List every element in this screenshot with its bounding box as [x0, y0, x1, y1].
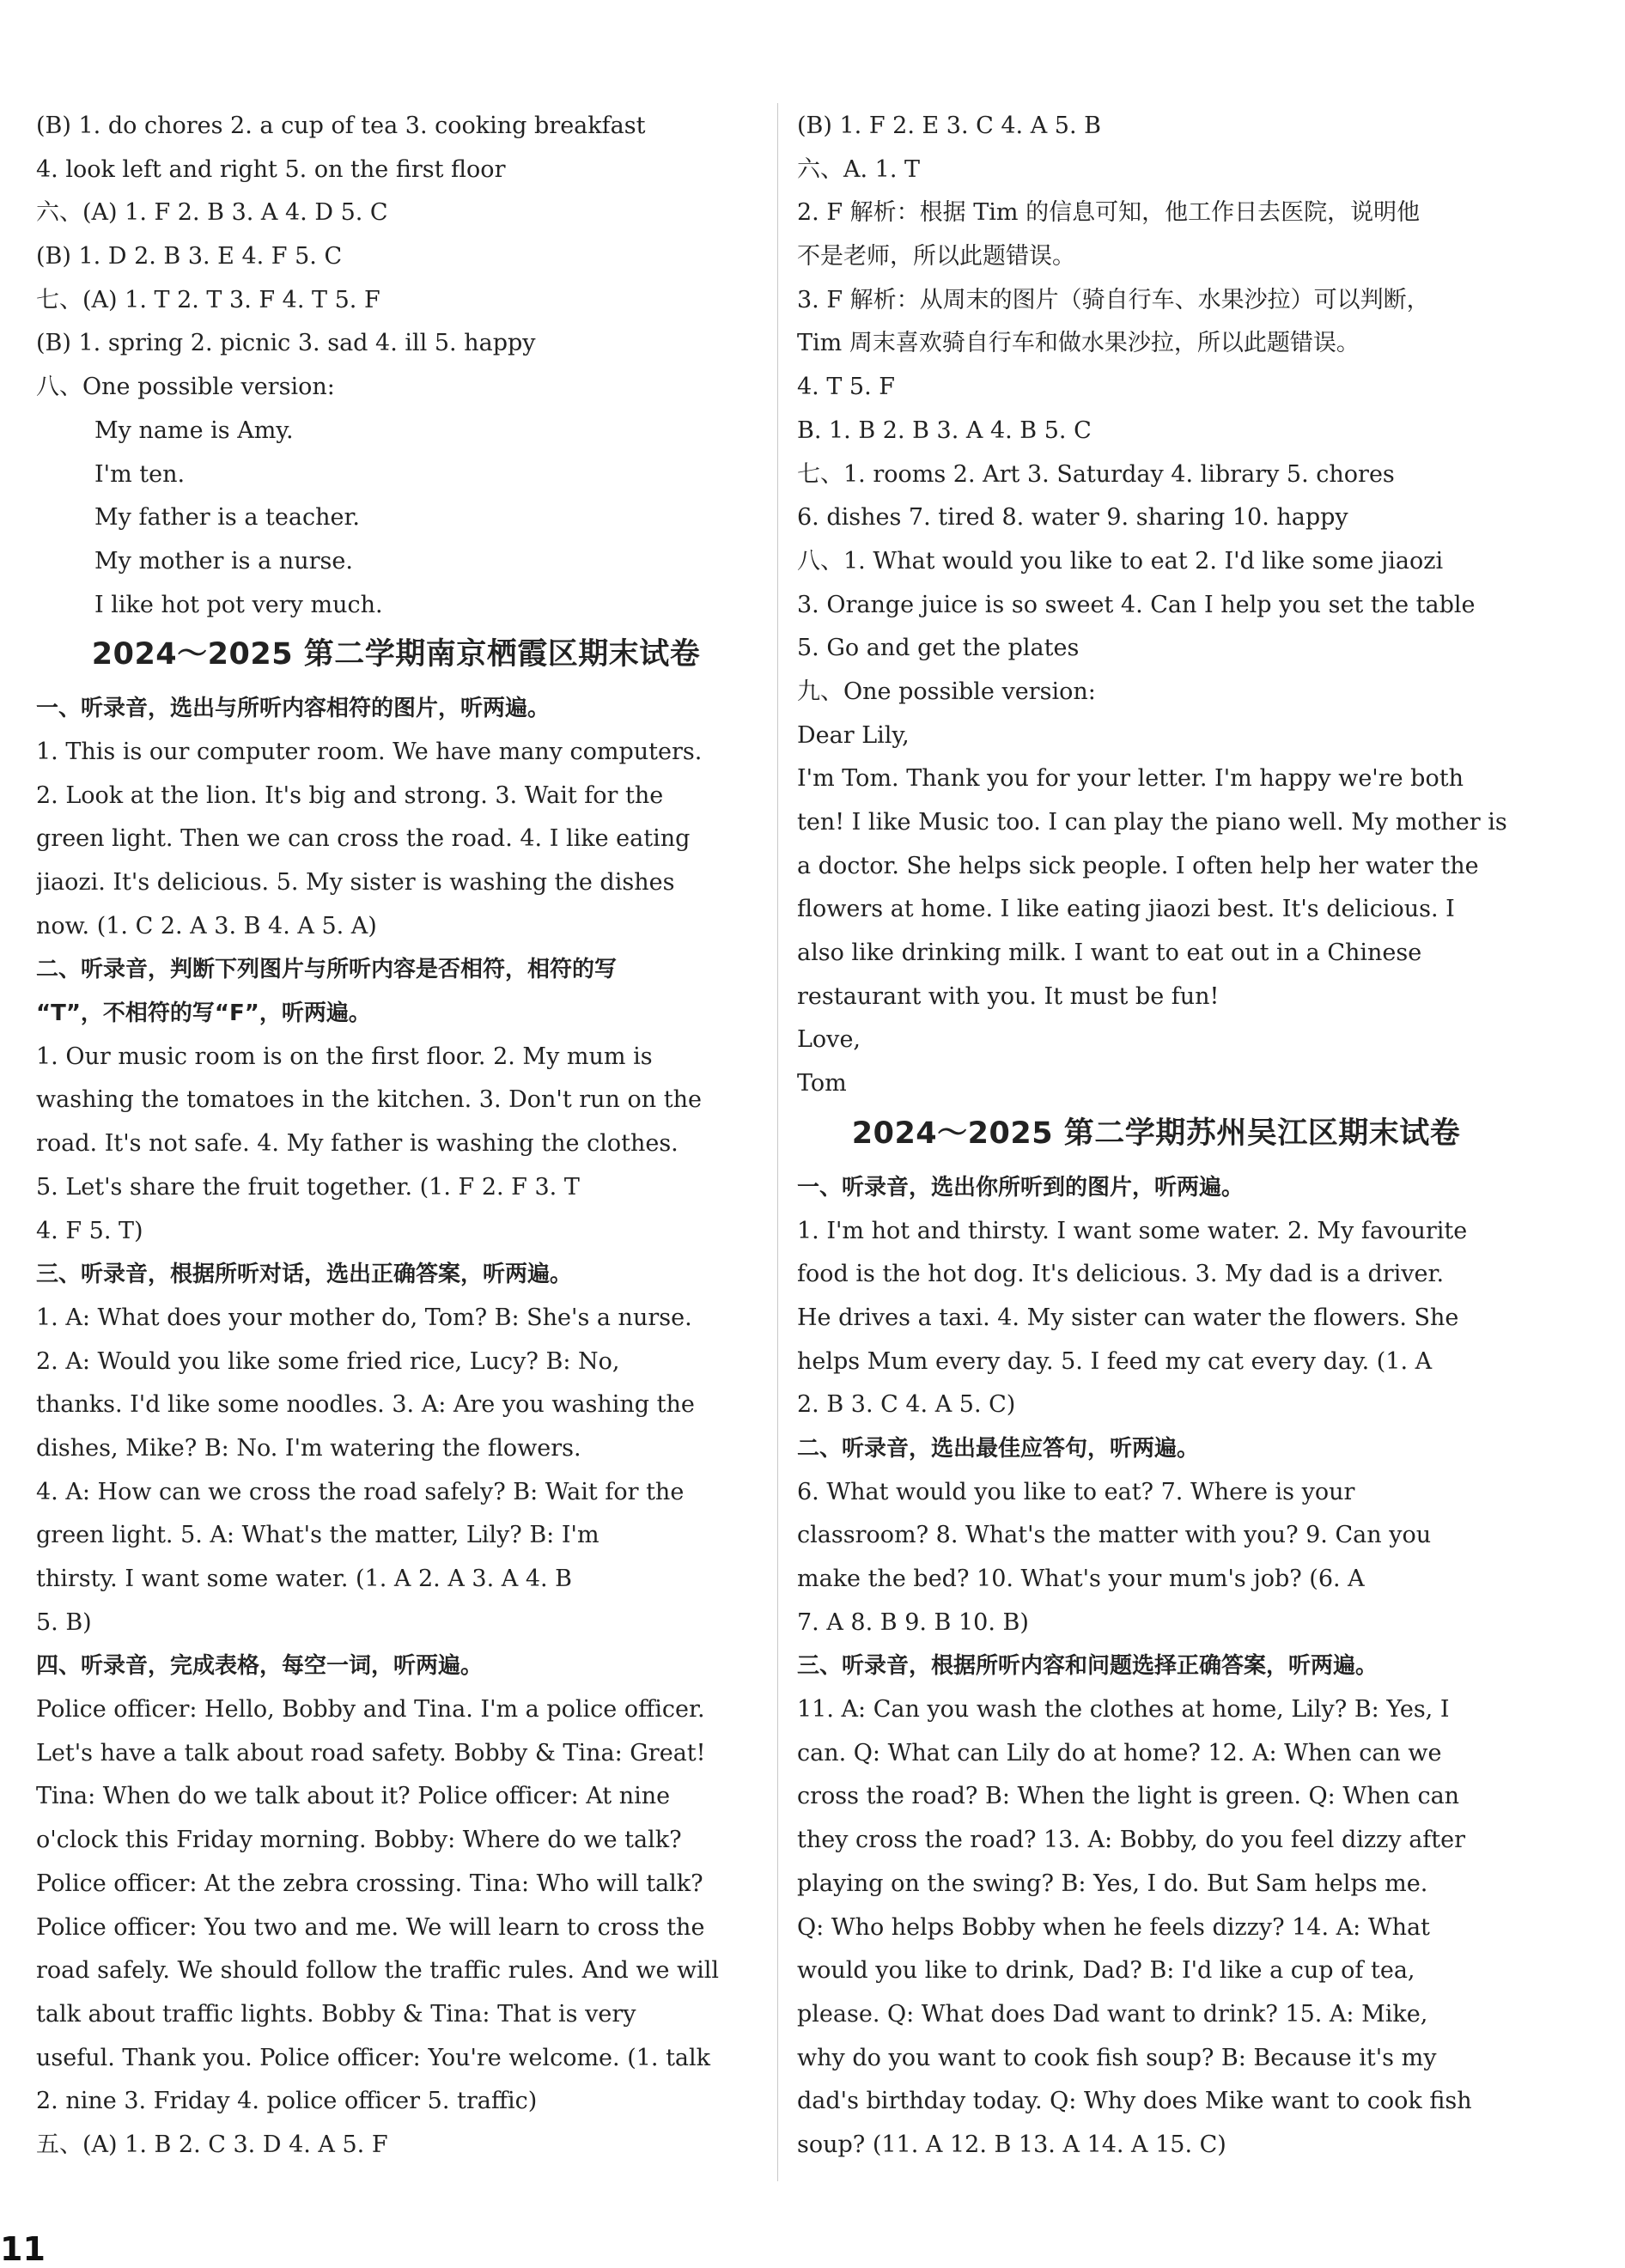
answer-line: 2. B 3. C 4. A 5. C): [797, 1391, 1016, 1419]
answer-line: 2. Look at the lion. It's big and strong. 3. Wait for the: [36, 781, 664, 809]
column-divider: [777, 103, 778, 2181]
page-number: 11: [0, 2230, 46, 2268]
answer-line: Dear Lily,: [797, 721, 910, 749]
right-column: [797, 105, 1515, 2168]
question-heading: 一、听录音，选出与所听内容相符的图片，听两遍。: [36, 696, 551, 722]
answer-line: 七、(A) 1. T 2. T 3. F 4. T 5. F: [36, 286, 380, 313]
answer-line: 六、(A) 1. F 2. B 3. A 4. D 5. C: [36, 199, 388, 227]
answer-line: please. Q: What does Dad want to drink? 15. A: Mike,: [797, 2000, 1428, 2028]
answer-line: o'clock this Friday morning. Bobby: Where do we talk?: [36, 1827, 682, 1854]
answer-line: B. 1. B 2. B 3. A 4. B 5. C: [797, 417, 1092, 444]
answer-line: cross the road? B: When the light is green. Q: When can: [797, 1783, 1460, 1810]
answer-line: 2. F 解析：根据 Tim 的信息可知，他工作日去医院，说明他: [797, 199, 1421, 227]
answer-line: 九、One possible version:: [797, 678, 1096, 705]
answer-line: 1. Our music room is on the first floor. 2. My mum is: [36, 1043, 653, 1070]
answer-line: green light. 5. A: What's the matter, Lily? B: I'm: [36, 1522, 599, 1549]
answer-line: jiaozi. It's delicious. 5. My sister is washing the dishes: [36, 869, 675, 896]
question-heading: 一、听录音，选出你所听到的图片，听两遍。: [797, 1174, 1245, 1201]
answer-line: 1. A: What does your mother do, Tom? B: She's a nurse.: [36, 1304, 692, 1331]
answer-line: ten! I like Music too. I can play the piano well. My mother is: [797, 809, 1507, 836]
exam-section-title: 2024～2025 第二学期南京栖霞区期末试卷: [91, 637, 701, 672]
answer-line: road. It's not safe. 4. My father is washing the clothes.: [36, 1130, 679, 1158]
answer-line: 1. I'm hot and thirsty. I want some water. 2. My favourite: [797, 1217, 1468, 1244]
question-heading: 三、听录音，根据所听内容和问题选择正确答案，听两遍。: [797, 1653, 1379, 1680]
answer-line: 6. What would you like to eat? 7. Where is your: [797, 1478, 1355, 1505]
answer-line: Q: Who helps Bobby when he feels dizzy? 14. A: What: [797, 1913, 1430, 1941]
answer-line: green light. Then we can cross the road. 4. I like eating: [36, 825, 691, 853]
essay-line: I like hot pot very much.: [94, 591, 383, 618]
answer-line: talk about traffic lights. Bobby & Tina: That is very: [36, 2000, 636, 2028]
exam-section-title: 2024～2025 第二学期苏州吴江区期末试卷: [851, 1116, 1461, 1151]
answer-line: flowers at home. I like eating jiaozi best. It's delicious. I: [797, 896, 1455, 923]
answer-line: 七、1. rooms 2. Art 3. Saturday 4. library 5. chores: [797, 460, 1395, 488]
answer-line: 八、One possible version:: [36, 374, 335, 401]
answer-line: classroom? 8. What's the matter with you? 9. Can you: [797, 1522, 1432, 1549]
answer-line: 5. Let's share the fruit together. (1. F 2. F 3. T: [36, 1173, 580, 1201]
answer-line: 11. A: Can you wash the clothes at home, Lily? B: Yes, I: [797, 1696, 1450, 1724]
answer-line: soup? (11. A 12. B 13. A 14. A 15. C): [797, 2131, 1226, 2158]
answer-line: why do you want to cook fish soup? B: Because it's my: [797, 2044, 1437, 2071]
answer-line: 2. nine 3. Friday 4. police officer 5. traffic): [36, 2088, 538, 2115]
answer-line: dad's birthday today. Q: Why does Mike want to cook fish: [797, 2088, 1472, 2115]
answer-line: 1. This is our computer room. We have many computers.: [36, 738, 703, 765]
answer-line: restaurant with you. It must be fun!: [797, 982, 1220, 1010]
question-heading: 四、听录音，完成表格，每空一词，听两遍。: [36, 1653, 484, 1680]
answer-line: Police officer: At the zebra crossing. Tina: Who will talk?: [36, 1870, 703, 1897]
answer-line: 2. A: Would you like some fried rice, Lucy? B: No,: [36, 1347, 620, 1375]
question-heading: 二、听录音，选出最佳应答句，听两遍。: [797, 1435, 1200, 1462]
answer-line: 4. T 5. F: [797, 374, 896, 401]
answer-line: (B) 1. spring 2. picnic 3. sad 4. ill 5. happy: [36, 330, 536, 357]
answer-line: make the bed? 10. What's your mum's job? (6. A: [797, 1566, 1365, 1592]
answer-line: 4. F 5. T): [36, 1217, 143, 1244]
answer-line: Police officer: Hello, Bobby and Tina. I'm a police officer.: [36, 1696, 705, 1724]
answer-line: 7. A 8. B 9. B 10. B): [797, 1608, 1029, 1636]
answer-line: washing the tomatoes in the kitchen. 3. Don't run on the: [36, 1086, 702, 1114]
answer-line: helps Mum every day. 5. I feed my cat every day. (1. A: [797, 1347, 1433, 1375]
answer-line: Let's have a talk about road safety. Bobby & Tina: Great!: [36, 1739, 706, 1766]
answer-line: 4. look left and right 5. on the first floor: [36, 155, 506, 183]
question-heading: 三、听录音，根据所听对话，选出正确答案，听两遍。: [36, 1262, 573, 1288]
answer-line: they cross the road? 13. A: Bobby, do you feel dizzy after: [797, 1827, 1466, 1854]
answer-line: a doctor. She helps sick people. I often help her water the: [797, 852, 1479, 879]
answer-line: now. (1. C 2. A 3. B 4. A 5. A): [36, 912, 377, 939]
answer-line: road safely. We should follow the traffic rules. And we will: [36, 1957, 720, 1985]
answer-line: food is the hot dog. It's delicious. 3. My dad is a driver.: [797, 1261, 1445, 1288]
answer-line: Tina: When do we talk about it? Police officer: At nine: [36, 1783, 671, 1810]
essay-line: My mother is a nurse.: [94, 547, 353, 575]
answer-line: He drives a taxi. 4. My sister can water the flowers. She: [797, 1304, 1459, 1331]
answer-line: 不是老师，所以此题错误。: [797, 243, 1075, 271]
answer-line: 六、A. 1. T: [797, 155, 921, 183]
answer-line: 3. Orange juice is so sweet 4. Can I help you set the table: [797, 591, 1476, 618]
answer-line: Tim 周末喜欢骑自行车和做水果沙拉，所以此题错误。: [797, 330, 1360, 357]
answer-line: 5. Go and get the plates: [797, 635, 1080, 662]
question-heading: 二、听录音，判断下列图片与所听内容是否相符，相符的写: [36, 957, 618, 983]
answer-line: (B) 1. F 2. E 3. C 4. A 5. B: [797, 112, 1101, 139]
answer-line: Police officer: You two and me. We will learn to cross the: [36, 1913, 705, 1941]
answer-line: thanks. I'd like some noodles. 3. A: Are you washing the: [36, 1391, 695, 1419]
answer-line: Love,: [797, 1026, 861, 1054]
essay-line: My name is Amy.: [94, 417, 294, 444]
answer-line: thirsty. I want some water. (1. A 2. A 3. A 4. B: [36, 1566, 573, 1592]
answer-line: playing on the swing? B: Yes, I do. But Sam helps me.: [797, 1870, 1428, 1897]
essay-line: I'm ten.: [94, 460, 186, 488]
answer-line: 五、(A) 1. B 2. C 3. D 4. A 5. F: [36, 2131, 388, 2158]
left-column: [36, 105, 756, 2168]
answer-line: would you like to drink, Dad? B: I'd like a cup of tea,: [797, 1957, 1415, 1985]
answer-line: 5. B): [36, 1608, 92, 1636]
answer-line: also like drinking milk. I want to eat out in a Chinese: [797, 939, 1422, 967]
answer-line: I'm Tom. Thank you for your letter. I'm happy we're both: [797, 765, 1464, 793]
answer-line: useful. Thank you. Police officer: You're welcome. (1. talk: [36, 2044, 711, 2071]
answer-line: (B) 1. D 2. B 3. E 4. F 5. C: [36, 243, 343, 271]
essay-line: My father is a teacher.: [94, 504, 360, 532]
answer-line: Tom: [797, 1070, 847, 1098]
answer-line: 八、1. What would you like to eat 2. I'd like some jiaozi: [797, 547, 1444, 575]
question-heading: “T”，不相符的写“F”，听两遍。: [36, 1000, 371, 1027]
answer-line: 3. F 解析：从周末的图片（骑自行车、水果沙拉）可以判断，: [797, 286, 1430, 313]
answer-line: (B) 1. do chores 2. a cup of tea 3. cooking breakfast: [36, 112, 646, 139]
answer-line: dishes, Mike? B: No. I'm watering the flowers.: [36, 1434, 581, 1462]
answer-line: can. Q: What can Lily do at home? 12. A: When can we: [797, 1739, 1442, 1766]
answer-line: 4. A: How can we cross the road safely? B: Wait for the: [36, 1478, 685, 1505]
answer-line: 6. dishes 7. tired 8. water 9. sharing 10. happy: [797, 504, 1348, 532]
